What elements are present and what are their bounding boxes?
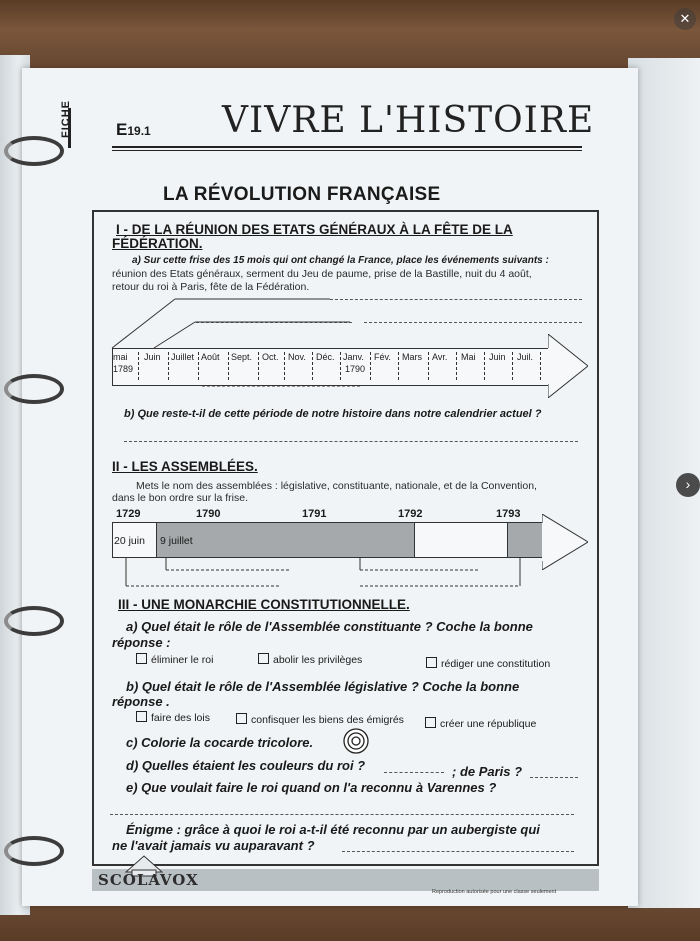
section3-question-d: d) Quelles étaient les couleurs du roi ? — [126, 758, 366, 773]
checkbox[interactable] — [426, 657, 437, 668]
section2-instruction-line2: dans le bon ordre sur la frise. — [112, 492, 248, 504]
month-tick — [540, 352, 541, 380]
option-label: éliminer le roi — [151, 654, 214, 666]
fiche-code — [116, 120, 151, 140]
option-label: créer une république — [440, 718, 537, 730]
header-title: VIVRE L'HISTOIRE — [222, 100, 595, 141]
section1-title-line1: I - DE LA RÉUNION DES ETATS GÉNÉRAUX À LA FÊTE DE LA — [116, 222, 513, 237]
cocarde-icon[interactable] — [343, 728, 369, 754]
checkbox[interactable] — [136, 711, 147, 722]
chevron-right-icon: › — [685, 476, 691, 492]
section3-question-d-paris: ; de Paris ? — [452, 764, 523, 779]
option-label: confisquer les biens des émigrés — [251, 714, 404, 726]
page-title: LA RÉVOLUTION FRANÇAISE — [163, 184, 441, 205]
month-tick — [138, 352, 139, 380]
month-label: Sept. — [231, 352, 253, 362]
option-confisquer-biens[interactable] — [236, 713, 404, 726]
timeline-shaded-period — [157, 523, 415, 557]
month-tick — [198, 352, 199, 380]
section3-question-a: a) Quel était le rôle de l'Assemblée constituante ? Coche la bonne — [126, 619, 533, 634]
month-tick — [398, 352, 399, 380]
month-tick — [168, 352, 169, 380]
code-letter: E — [116, 120, 128, 139]
option-rediger-constitution[interactable] — [426, 657, 550, 670]
month-label: Fév. — [374, 352, 391, 362]
binder-ring — [4, 606, 64, 636]
year-label: 1791 — [302, 508, 327, 520]
section3-question-b-cont: réponse . — [112, 694, 170, 709]
binder-ring — [4, 836, 64, 866]
enigme-line1: Énigme : grâce à quoi le roi a-t-il été reconnu par un aubergiste qui — [126, 822, 540, 837]
answer-line — [384, 772, 444, 773]
month-label: Juin — [489, 352, 506, 362]
month-tick — [258, 352, 259, 380]
month-tick — [428, 352, 429, 380]
section1-question-b: b) Que reste-t-il de cette période de notre histoire dans notre calendrier actuel ? — [124, 408, 542, 420]
section3-title: III - UNE MONARCHIE CONSTITUTIONNELLE. — [118, 597, 410, 612]
checkbox[interactable] — [236, 713, 247, 724]
year-label: 1729 — [116, 508, 141, 520]
fiche-label: FICHE — [60, 100, 72, 138]
section1-question-a: a) Sur cette frise des 15 mois qui ont changé la France, place les événements suivants : — [132, 255, 549, 266]
option-abolir-privileges[interactable] — [258, 653, 362, 666]
close-button[interactable] — [674, 8, 696, 30]
year-label-1790: 1790 — [345, 364, 366, 374]
date-20-juin: 20 juin — [114, 535, 145, 547]
month-tick — [370, 352, 371, 380]
month-label: Nov. — [288, 352, 306, 362]
year-label: 1792 — [398, 508, 423, 520]
header-bar — [68, 108, 71, 148]
wood-background-bottom — [0, 900, 700, 941]
timeline-shaded-period — [508, 523, 545, 557]
month-label: Avr. — [432, 352, 448, 362]
year-label: 1790 — [196, 508, 221, 520]
timeline-divider — [507, 522, 508, 558]
month-label: Oct. — [262, 352, 279, 362]
month-label: Janv. — [343, 352, 364, 362]
option-faire-lois[interactable] — [136, 711, 210, 724]
month-label: Juin — [144, 352, 161, 362]
binder-ring — [4, 374, 64, 404]
month-tick — [456, 352, 457, 380]
section2-instruction-line1: Mets le nom des assemblées : législative, constituante, nationale, et de la Convention, — [136, 480, 537, 492]
section1-events-line2: retour du roi à Paris, fête de la Fédération. — [112, 281, 310, 293]
option-label: abolir les privilèges — [273, 654, 363, 666]
month-label: Déc. — [316, 352, 335, 362]
section2-title: II - LES ASSEMBLÉES. — [112, 459, 258, 474]
month-label: mai — [113, 352, 128, 362]
header-rule-thin — [112, 150, 582, 151]
wood-background-top — [0, 0, 700, 60]
option-eliminer-roi[interactable] — [136, 653, 213, 666]
year-label-1789: 1789 — [113, 364, 134, 374]
timeline-divider — [156, 522, 157, 558]
checkbox[interactable] — [425, 717, 436, 728]
timeline-divider — [414, 522, 415, 558]
timeline1-arrowhead — [548, 334, 588, 398]
month-label: Juil. — [517, 352, 534, 362]
close-icon: ✕ — [679, 11, 691, 26]
month-tick — [512, 352, 513, 380]
header-rule — [112, 146, 582, 148]
section1-title-line2: FÉDÉRATION. — [112, 236, 203, 251]
answer-line — [110, 814, 574, 815]
enigme-line2: ne l'avait jamais vu auparavant ? — [112, 838, 315, 853]
section1-events-line1: réunion des Etats généraux, serment du Jeu de paume, prise de la Bastille, nuit du 4 août, — [112, 268, 532, 280]
month-label: Mars — [402, 352, 422, 362]
reproduction-notice: Reproduction autorisée pour une classe seulement — [432, 889, 557, 895]
date-9-juillet: 9 juillet — [160, 535, 193, 547]
answer-line — [530, 777, 578, 778]
code-number: 19.1 — [127, 124, 151, 138]
month-tick — [340, 352, 341, 380]
answer-line — [342, 851, 574, 852]
month-tick — [484, 352, 485, 380]
section3-question-b: b) Quel était le rôle de l'Assemblée législative ? Coche la bonne — [126, 679, 520, 694]
section3-question-a-cont: réponse : — [112, 635, 171, 650]
option-label: rédiger une constitution — [441, 658, 551, 670]
option-label: faire des lois — [151, 712, 210, 724]
next-image-button[interactable] — [676, 473, 700, 497]
section3-question-e: e) Que voulait faire le roi quand on l'a reconnu à Varennes ? — [126, 780, 497, 795]
year-label: 1793 — [496, 508, 521, 520]
month-tick — [228, 352, 229, 380]
timeline2-connectors — [110, 556, 550, 596]
answer-line — [124, 441, 578, 442]
month-tick — [284, 352, 285, 380]
checkbox[interactable] — [136, 653, 147, 664]
month-label: Juillet — [171, 352, 195, 362]
checkbox[interactable] — [258, 653, 269, 664]
month-tick — [312, 352, 313, 380]
section3-question-c: c) Colorie la cocarde tricolore. — [126, 735, 314, 750]
month-label: Mai — [461, 352, 476, 362]
option-creer-republique[interactable] — [425, 717, 536, 730]
binder-ring — [4, 136, 64, 166]
scolavox-logo-text: SCOLAVOX — [98, 871, 199, 889]
month-label: Août — [201, 352, 220, 362]
